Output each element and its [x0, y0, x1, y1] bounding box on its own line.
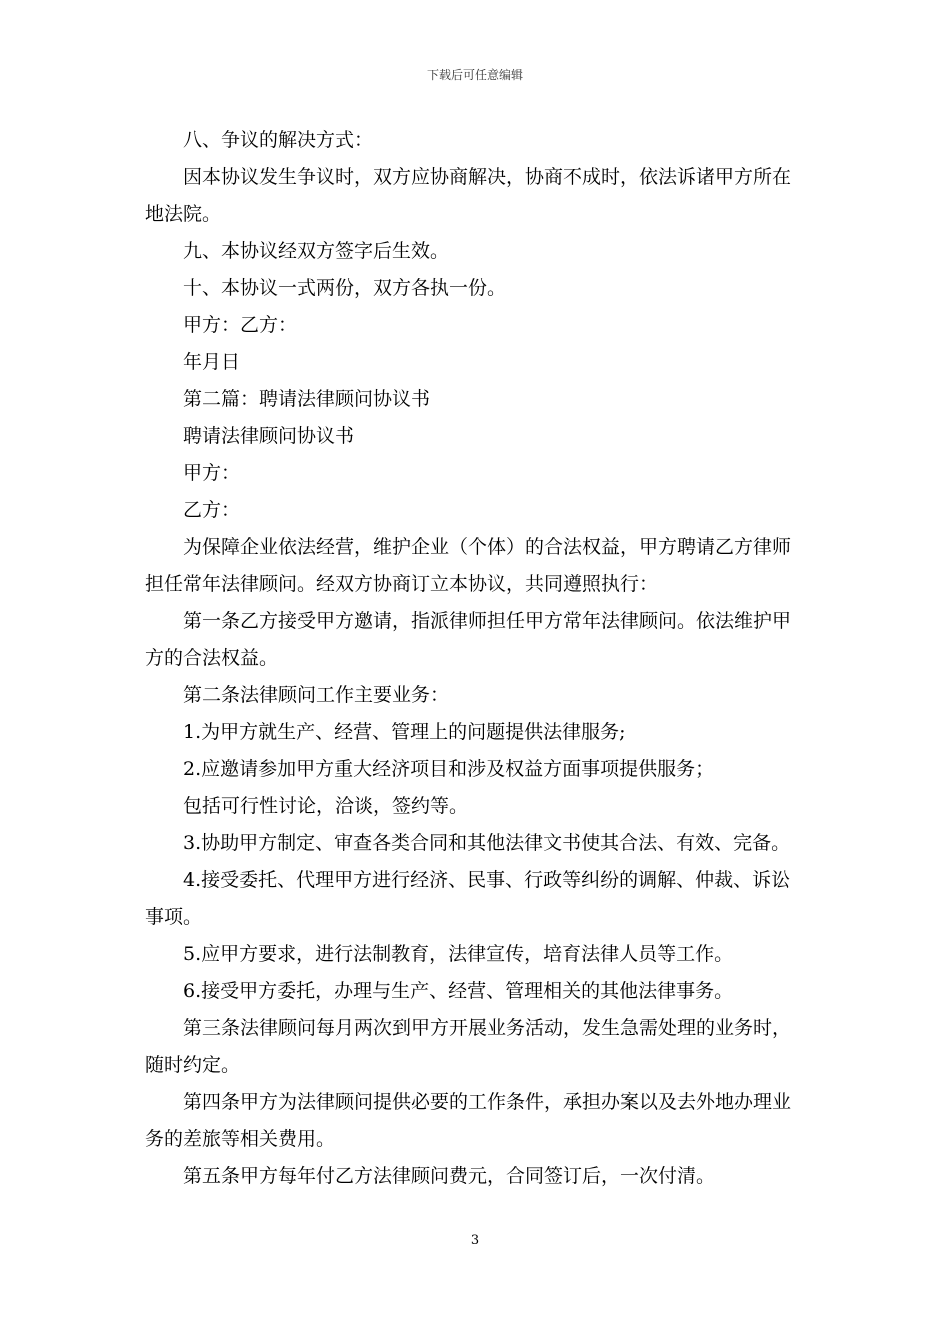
list-item: 4.接受委托、代理甲方进行经济、民事、行政等纠纷的调解、仲裁、诉讼事项。	[145, 869, 791, 928]
paragraph: 包括可行性讨论，洽谈，签约等。	[183, 795, 469, 817]
paragraph: 为保障企业依法经营，维护企业（个体）的合法权益，甲方聘请乙方律师担任常年法律顾问。经双方协商订立本协议，共同遵照执行：	[145, 536, 792, 595]
document-body	[145, 122, 807, 1195]
paragraph: 第一条乙方接受甲方邀请，指派律师担任甲方常年法律顾问。依法维护甲方的合法权益。	[145, 610, 792, 669]
paragraph: 甲方：乙方：	[183, 314, 298, 336]
paragraph: 八、争议的解决方式：	[183, 129, 374, 151]
paragraph: 十、本协议一式两份，双方各执一份。	[183, 277, 507, 299]
list-item: 1.为甲方就生产、经营、管理上的问题提供法律服务;	[183, 721, 626, 743]
paragraph: 年月日	[183, 351, 241, 373]
page-number: 3	[470, 1233, 480, 1248]
paragraph: 第三条法律顾问每月两次到甲方开展业务活动，发生急需处理的业务时，随时约定。	[145, 1017, 792, 1076]
list-item: 2.应邀请参加甲方重大经济项目和涉及权益方面事项提供服务；	[183, 758, 715, 780]
page-header: 下载后可任意编辑	[426, 68, 523, 82]
list-item: 6.接受甲方委托，办理与生产、经营、管理相关的其他法律事务。	[183, 980, 734, 1002]
document-title: 聘请法律顾问协议书	[183, 425, 355, 447]
paragraph: 九、本协议经双方签字后生效。	[183, 240, 450, 262]
party-a-line: 甲方：	[183, 462, 241, 484]
party-b-line: 乙方：	[183, 499, 241, 521]
paragraph: 第四条甲方为法律顾问提供必要的工作条件，承担办案以及去外地办理业务的差旅等相关费用。	[145, 1091, 792, 1150]
list-item: 5.应甲方要求，进行法制教育，法律宣传，培育法律人员等工作。	[183, 943, 734, 965]
paragraph: 因本协议发生争议时，双方应协商解决，协商不成时，依法诉诸甲方所在地法院。	[145, 166, 792, 225]
section-title: 第二篇：聘请法律顾问协议书	[183, 388, 431, 410]
paragraph: 第二条法律顾问工作主要业务：	[183, 684, 450, 706]
list-item: 3.协助甲方制定、审查各类合同和其他法律文书使其合法、有效、完备。	[183, 832, 791, 854]
paragraph: 第五条甲方每年付乙方法律顾问费元，合同签订后，一次付清。	[183, 1165, 716, 1187]
